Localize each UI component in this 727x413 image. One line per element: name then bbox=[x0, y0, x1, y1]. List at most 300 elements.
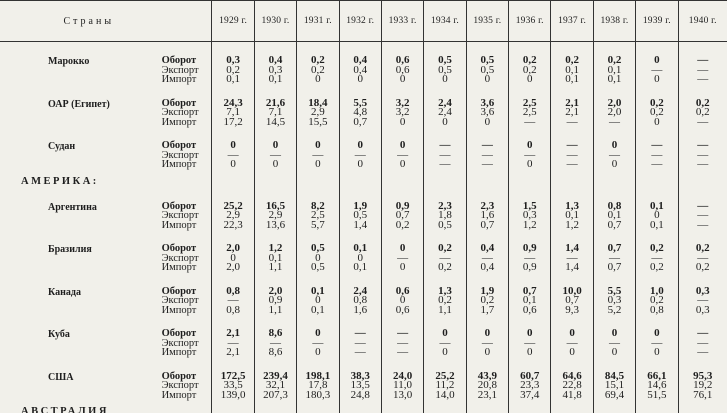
value-cell: 0,2 bbox=[636, 97, 678, 109]
value-cell: — bbox=[678, 296, 727, 306]
value-cell: 2,9 bbox=[212, 211, 254, 221]
value-cell: — bbox=[212, 339, 254, 349]
value-cell: 0,3 bbox=[509, 211, 551, 221]
value-cell: 2,3 bbox=[466, 200, 508, 212]
value-cell: — bbox=[212, 296, 254, 306]
country-name: Куба bbox=[48, 329, 70, 340]
row-kind-label: Импорт bbox=[161, 262, 197, 273]
value-cell: 84,5 bbox=[593, 370, 635, 382]
value-cell: 0 bbox=[424, 348, 466, 358]
value-cell: 14,6 bbox=[636, 381, 678, 391]
region-row bbox=[0, 400, 727, 413]
value-cell: 2,5 bbox=[297, 211, 339, 221]
value-cell: 0 bbox=[297, 348, 339, 358]
value-cell: 18,4 bbox=[297, 97, 339, 109]
value-cell: 0,8 bbox=[212, 285, 254, 297]
value-cell: 0 bbox=[297, 139, 339, 151]
value-cell: — bbox=[678, 348, 727, 358]
year-header: 1931 г. bbox=[297, 1, 339, 42]
value-cell: 0,6 bbox=[381, 66, 423, 76]
value-cell: 0 bbox=[381, 296, 423, 306]
value-cell: 23,3 bbox=[509, 381, 551, 391]
value-cell: 0,1 bbox=[593, 66, 635, 76]
value-cell: 0 bbox=[424, 118, 466, 128]
value-cell: — bbox=[424, 339, 466, 349]
value-cell: — bbox=[509, 151, 551, 161]
value-cell: — bbox=[636, 339, 678, 349]
value-cell: 0 bbox=[424, 327, 466, 339]
value-cell: 0,8 bbox=[636, 306, 678, 316]
value-cell: 0 bbox=[593, 160, 635, 170]
value-cell: 69,4 bbox=[593, 391, 635, 401]
value-cell: 1,3 bbox=[551, 200, 593, 212]
row-kind-label: Импорт bbox=[161, 74, 197, 85]
value-cell: 15,5 bbox=[297, 118, 339, 128]
value-cell: — bbox=[466, 151, 508, 161]
value-cell: 2,1 bbox=[212, 348, 254, 358]
value-cell: 11,0 bbox=[381, 381, 423, 391]
spacer-row bbox=[0, 85, 727, 97]
value-cell: 0 bbox=[509, 160, 551, 170]
value-cell: 22,8 bbox=[551, 381, 593, 391]
value-cell: 0 bbox=[212, 254, 254, 264]
value-cell: 1,4 bbox=[551, 263, 593, 273]
value-cell: 0,2 bbox=[424, 242, 466, 254]
value-cell: 0,2 bbox=[509, 54, 551, 66]
value-cell: 2,3 bbox=[424, 200, 466, 212]
region-label: АМЕРИКА: bbox=[21, 175, 99, 187]
value-cell: 4,8 bbox=[339, 108, 381, 118]
value-cell: 207,3 bbox=[254, 391, 296, 401]
value-cell: — bbox=[424, 160, 466, 170]
value-cell: — bbox=[678, 151, 727, 161]
value-cell: 1,7 bbox=[466, 306, 508, 316]
value-cell: 0,9 bbox=[509, 263, 551, 273]
value-cell: 2,4 bbox=[424, 97, 466, 109]
value-cell: 20,8 bbox=[466, 381, 508, 391]
value-cell: 0,2 bbox=[381, 221, 423, 231]
value-cell: 0 bbox=[509, 327, 551, 339]
value-cell: 0,3 bbox=[212, 54, 254, 66]
value-cell: 0,4 bbox=[466, 263, 508, 273]
value-cell: 0 bbox=[254, 139, 296, 151]
kind-header bbox=[158, 1, 212, 42]
value-cell: 0,9 bbox=[509, 242, 551, 254]
value-cell: 0 bbox=[339, 139, 381, 151]
value-cell: 0 bbox=[254, 160, 296, 170]
value-cell: 0,1 bbox=[339, 263, 381, 273]
value-cell: 13,0 bbox=[381, 391, 423, 401]
value-cell: 0,2 bbox=[678, 108, 727, 118]
value-cell: 0,1 bbox=[551, 75, 593, 85]
value-cell: 0 bbox=[466, 348, 508, 358]
value-cell: — bbox=[551, 151, 593, 161]
value-cell: — bbox=[678, 75, 727, 85]
row-kind-label: Импорт bbox=[161, 159, 197, 170]
value-cell: — bbox=[381, 254, 423, 264]
value-cell: — bbox=[466, 254, 508, 264]
value-cell: 0 bbox=[297, 160, 339, 170]
row-kind-label: Оборот bbox=[161, 55, 197, 66]
value-cell: — bbox=[424, 254, 466, 264]
value-cell: 0 bbox=[297, 327, 339, 339]
value-cell: — bbox=[593, 339, 635, 349]
value-cell: — bbox=[381, 339, 423, 349]
row-kind-label: Экспорт bbox=[161, 64, 199, 76]
value-cell: 17,2 bbox=[212, 118, 254, 128]
value-cell: 0,5 bbox=[424, 54, 466, 66]
value-cell: 8,6 bbox=[254, 348, 296, 358]
value-cell: 51,5 bbox=[636, 391, 678, 401]
value-cell: 180,3 bbox=[297, 391, 339, 401]
value-cell: 2,0 bbox=[254, 285, 296, 297]
year-header: 1937 г. bbox=[551, 1, 593, 42]
value-cell: 13,6 bbox=[254, 221, 296, 231]
value-cell: 0,2 bbox=[424, 263, 466, 273]
value-cell: — bbox=[381, 327, 423, 339]
value-cell: — bbox=[424, 151, 466, 161]
row-kind-label: Экспорт bbox=[161, 107, 199, 118]
value-cell: 139,0 bbox=[212, 391, 254, 401]
value-cell: 66,1 bbox=[636, 370, 678, 382]
year-header: 1939 г. bbox=[636, 1, 678, 42]
year-header: 1938 г. bbox=[593, 1, 635, 42]
value-cell: 1,0 bbox=[636, 285, 678, 297]
value-cell: 24,8 bbox=[339, 391, 381, 401]
value-cell: 0 bbox=[381, 160, 423, 170]
value-cell: 2,4 bbox=[339, 285, 381, 297]
value-cell: 33,5 bbox=[212, 381, 254, 391]
value-cell: 2,1 bbox=[212, 327, 254, 339]
value-cell: 3,6 bbox=[466, 97, 508, 109]
value-cell: 2,0 bbox=[593, 97, 635, 109]
year-header: 1929 г. bbox=[212, 1, 254, 42]
value-cell: 8,6 bbox=[254, 327, 296, 339]
value-cell: 1,4 bbox=[339, 221, 381, 231]
value-cell: 0,5 bbox=[297, 242, 339, 254]
value-cell: 0,7 bbox=[339, 118, 381, 128]
value-cell: 2,1 bbox=[551, 97, 593, 109]
value-cell: — bbox=[466, 160, 508, 170]
value-cell: — bbox=[212, 151, 254, 161]
value-cell: 95,3 bbox=[678, 370, 727, 382]
value-cell: 24,3 bbox=[212, 97, 254, 109]
value-cell: 2,5 bbox=[509, 97, 551, 109]
country-name: Канада bbox=[48, 286, 81, 298]
value-cell: 17,8 bbox=[297, 381, 339, 391]
value-cell: 0,7 bbox=[593, 242, 635, 254]
value-cell: 2,0 bbox=[212, 263, 254, 273]
value-cell: 60,7 bbox=[509, 370, 551, 382]
value-cell: — bbox=[339, 151, 381, 161]
value-cell: — bbox=[551, 339, 593, 349]
value-cell: 0,2 bbox=[551, 54, 593, 66]
value-cell: — bbox=[678, 54, 727, 66]
value-cell: 0 bbox=[381, 139, 423, 151]
value-cell: 2,4 bbox=[424, 108, 466, 118]
row-kind-label: Экспорт bbox=[161, 337, 199, 349]
row-kind-label: Импорт bbox=[161, 304, 197, 316]
value-cell: — bbox=[593, 254, 635, 264]
value-cell: 1,1 bbox=[254, 306, 296, 316]
value-cell: 0 bbox=[339, 75, 381, 85]
value-cell: — bbox=[509, 254, 551, 264]
row-kind-label: Импорт bbox=[161, 389, 197, 401]
value-cell: — bbox=[678, 66, 727, 76]
value-cell: 0,3 bbox=[254, 66, 296, 76]
value-cell: 0,2 bbox=[466, 296, 508, 306]
value-cell: 1,5 bbox=[509, 200, 551, 212]
row-kind-label: Экспорт bbox=[161, 149, 199, 161]
value-cell: 0,7 bbox=[593, 221, 635, 231]
value-cell: — bbox=[551, 139, 593, 151]
value-cell: 1,6 bbox=[466, 211, 508, 221]
value-cell: 43,9 bbox=[466, 370, 508, 382]
value-cell: — bbox=[593, 151, 635, 161]
year-header: 1932 г. bbox=[339, 1, 381, 42]
value-cell: — bbox=[339, 348, 381, 358]
value-cell: 0,5 bbox=[339, 211, 381, 221]
value-cell: 0 bbox=[339, 254, 381, 264]
value-cell: — bbox=[297, 339, 339, 349]
value-cell: 5,7 bbox=[297, 221, 339, 231]
countries-header-label: Страны bbox=[63, 15, 115, 27]
value-cell: 0 bbox=[297, 254, 339, 264]
value-cell: 38,3 bbox=[339, 370, 381, 382]
value-cell: — bbox=[551, 160, 593, 170]
value-cell: 0,8 bbox=[339, 296, 381, 306]
value-cell: 172,5 bbox=[212, 370, 254, 382]
value-cell: 0,7 bbox=[509, 285, 551, 297]
row-kind-label: Оборот bbox=[161, 328, 197, 339]
value-cell: 0,1 bbox=[212, 75, 254, 85]
value-cell: 0 bbox=[593, 327, 635, 339]
value-cell: — bbox=[678, 221, 727, 231]
value-cell: 0 bbox=[636, 54, 678, 66]
value-cell: 0,8 bbox=[212, 306, 254, 316]
value-cell: — bbox=[678, 118, 727, 128]
value-cell: 0,1 bbox=[636, 221, 678, 231]
value-cell: 3,6 bbox=[466, 108, 508, 118]
value-cell: 0 bbox=[593, 348, 635, 358]
value-cell: 2,0 bbox=[593, 108, 635, 118]
value-cell: 1,2 bbox=[254, 242, 296, 254]
value-cell: 0 bbox=[424, 75, 466, 85]
value-cell: 0 bbox=[381, 118, 423, 128]
value-cell: 0 bbox=[466, 75, 508, 85]
spacer-row bbox=[0, 42, 727, 55]
value-cell: 0,1 bbox=[551, 211, 593, 221]
value-cell: — bbox=[254, 151, 296, 161]
value-cell: — bbox=[509, 339, 551, 349]
value-cell: 5,2 bbox=[593, 306, 635, 316]
value-cell: 24,0 bbox=[381, 370, 423, 382]
value-cell: 0,9 bbox=[381, 200, 423, 212]
value-cell: — bbox=[551, 118, 593, 128]
value-cell: 0,2 bbox=[297, 54, 339, 66]
row-kind-label: Оборот bbox=[161, 97, 197, 109]
value-cell: 0,1 bbox=[509, 296, 551, 306]
value-cell: 3,2 bbox=[381, 97, 423, 109]
value-cell: 7,1 bbox=[254, 108, 296, 118]
value-cell: 2,1 bbox=[551, 108, 593, 118]
value-cell: 0,5 bbox=[466, 54, 508, 66]
value-cell: — bbox=[339, 339, 381, 349]
value-cell: 0,3 bbox=[678, 285, 727, 297]
value-cell: 0,1 bbox=[254, 254, 296, 264]
value-cell: 0,1 bbox=[636, 200, 678, 212]
spacer-row bbox=[0, 188, 727, 200]
value-cell: 2,9 bbox=[254, 211, 296, 221]
value-cell: 0,1 bbox=[254, 75, 296, 85]
value-cell: 0 bbox=[297, 296, 339, 306]
value-cell: 1,3 bbox=[424, 285, 466, 297]
value-cell: 0,7 bbox=[593, 263, 635, 273]
value-cell: 0,2 bbox=[678, 242, 727, 254]
value-cell: — bbox=[678, 339, 727, 349]
value-cell: 0,2 bbox=[212, 66, 254, 76]
value-cell: 0,9 bbox=[254, 296, 296, 306]
value-cell: — bbox=[381, 348, 423, 358]
value-cell: 11,2 bbox=[424, 381, 466, 391]
year-header: 1940 г. bbox=[678, 1, 727, 42]
value-cell: 1,1 bbox=[424, 306, 466, 316]
value-cell: 76,1 bbox=[678, 391, 727, 401]
row-kind-label: Экспорт bbox=[161, 295, 199, 306]
value-cell: 0,4 bbox=[254, 54, 296, 66]
value-cell: 1,1 bbox=[254, 263, 296, 273]
value-cell: — bbox=[678, 160, 727, 170]
year-header: 1936 г. bbox=[509, 1, 551, 42]
value-cell: 14,5 bbox=[254, 118, 296, 128]
row-kind-label: Оборот bbox=[161, 140, 197, 151]
spacer-row bbox=[0, 127, 727, 139]
value-cell: — bbox=[678, 327, 727, 339]
value-cell: 41,8 bbox=[551, 391, 593, 401]
value-cell: 0,2 bbox=[636, 296, 678, 306]
value-cell: 0 bbox=[509, 139, 551, 151]
value-cell: — bbox=[678, 139, 727, 151]
table-body bbox=[0, 42, 727, 413]
value-cell: 3,2 bbox=[381, 108, 423, 118]
spacer-row bbox=[0, 230, 727, 242]
value-cell: 0,2 bbox=[636, 108, 678, 118]
year-header: 1930 г. bbox=[254, 1, 296, 42]
value-cell: 239,4 bbox=[254, 370, 296, 382]
value-cell: 0 bbox=[381, 242, 423, 254]
value-cell: — bbox=[381, 151, 423, 161]
value-cell: 0 bbox=[212, 160, 254, 170]
value-cell: 0,2 bbox=[424, 296, 466, 306]
value-cell: 0,1 bbox=[551, 66, 593, 76]
value-cell: 0 bbox=[339, 160, 381, 170]
row-kind-label: Экспорт bbox=[161, 380, 199, 391]
value-cell: 0,8 bbox=[593, 200, 635, 212]
value-cell: — bbox=[254, 339, 296, 349]
value-cell: 0,3 bbox=[593, 296, 635, 306]
value-cell: 2,0 bbox=[212, 242, 254, 254]
value-cell: 0 bbox=[509, 348, 551, 358]
value-cell: 0 bbox=[466, 327, 508, 339]
value-cell: 0,1 bbox=[297, 285, 339, 297]
value-cell: — bbox=[636, 151, 678, 161]
value-cell: 0 bbox=[212, 139, 254, 151]
value-cell: 0,2 bbox=[593, 54, 635, 66]
value-cell: 0 bbox=[297, 75, 339, 85]
value-cell: 0,5 bbox=[424, 66, 466, 76]
value-cell: — bbox=[509, 118, 551, 128]
value-cell: 7,1 bbox=[212, 108, 254, 118]
value-cell: 0,3 bbox=[678, 306, 727, 316]
value-cell: 5,5 bbox=[339, 97, 381, 109]
value-cell: 0 bbox=[636, 118, 678, 128]
year-header: 1933 г. bbox=[381, 1, 423, 42]
value-cell: 0,4 bbox=[466, 242, 508, 254]
spacer-row bbox=[0, 273, 727, 285]
value-cell: — bbox=[466, 339, 508, 349]
spacer-row bbox=[0, 358, 727, 370]
value-cell: 0,6 bbox=[381, 285, 423, 297]
region-label: АВСТРАЛИЯ bbox=[21, 406, 109, 413]
year-header: 1934 г. bbox=[424, 1, 466, 42]
value-cell: 10,0 bbox=[551, 285, 593, 297]
value-cell: — bbox=[636, 139, 678, 151]
value-cell: 2,5 bbox=[509, 108, 551, 118]
value-cell: 5,5 bbox=[593, 285, 635, 297]
value-cell: 0,6 bbox=[509, 306, 551, 316]
row-kind-label: Оборот bbox=[161, 370, 197, 382]
year-header: 1935 г. bbox=[466, 1, 508, 42]
value-cell: 0 bbox=[636, 348, 678, 358]
value-cell: 8,2 bbox=[297, 200, 339, 212]
value-cell: — bbox=[636, 254, 678, 264]
value-cell: 0 bbox=[466, 118, 508, 128]
value-cell: 0,1 bbox=[339, 242, 381, 254]
value-cell: 0,2 bbox=[636, 242, 678, 254]
value-cell: 198,1 bbox=[297, 370, 339, 382]
value-cell: — bbox=[593, 118, 635, 128]
value-cell: 1,2 bbox=[509, 221, 551, 231]
value-cell: 2,9 bbox=[297, 108, 339, 118]
country-name: Аргентина bbox=[48, 201, 97, 213]
value-cell: 21,6 bbox=[254, 97, 296, 109]
country-name: Бразилия bbox=[48, 244, 92, 255]
value-cell: 0 bbox=[593, 139, 635, 151]
value-cell: — bbox=[678, 254, 727, 264]
value-cell: 0,6 bbox=[381, 54, 423, 66]
value-cell: 37,4 bbox=[509, 391, 551, 401]
value-cell: 23,1 bbox=[466, 391, 508, 401]
value-cell: 22,3 bbox=[212, 221, 254, 231]
value-cell: 0,7 bbox=[466, 221, 508, 231]
row-kind-label: Оборот bbox=[161, 285, 197, 297]
value-cell: — bbox=[678, 211, 727, 221]
value-cell: 0,5 bbox=[466, 66, 508, 76]
value-cell: 0,1 bbox=[297, 306, 339, 316]
value-cell: — bbox=[297, 151, 339, 161]
value-cell: 1,9 bbox=[339, 200, 381, 212]
value-cell: 64,6 bbox=[551, 370, 593, 382]
row-kind-label: Оборот bbox=[161, 243, 197, 254]
value-cell: 0,6 bbox=[381, 306, 423, 316]
value-cell: 16,5 bbox=[254, 200, 296, 212]
value-cell: 0 bbox=[636, 327, 678, 339]
value-cell: 0 bbox=[509, 75, 551, 85]
value-cell: 1,6 bbox=[339, 306, 381, 316]
value-cell: 0,7 bbox=[551, 296, 593, 306]
value-cell: 0,4 bbox=[339, 54, 381, 66]
value-cell: 0,2 bbox=[678, 97, 727, 109]
